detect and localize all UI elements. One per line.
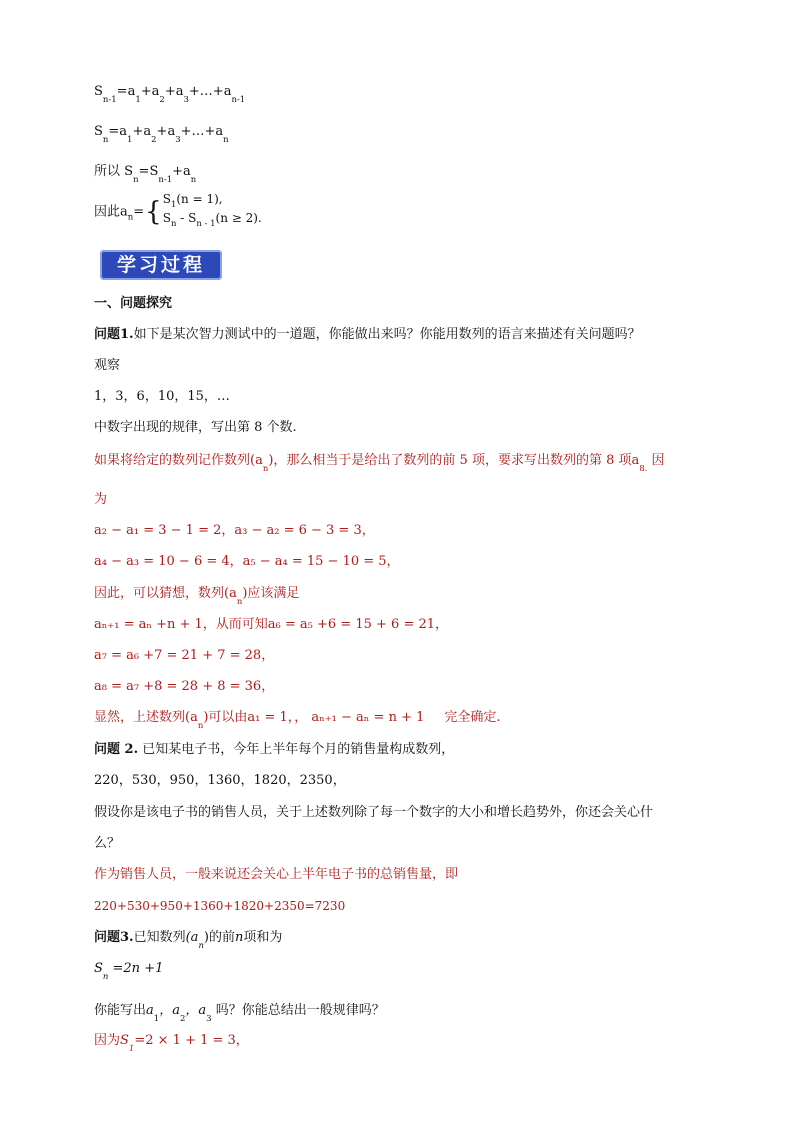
- cases-block: $S_1(n = 1)$, $S_n - S_{n - 1}(n \ge 2)$.: [162, 192, 262, 229]
- answer-1-paragraph: 如果将给定的数列记作数列$(a_n)$，那么相当于是给出了数列的前 5 项，要求写出数列的第 8 项$a_{8.}$ 因: [94, 453, 665, 474]
- problem-3-ask: 你能写出$a_1$，$a_2$，$a_3$ 吗？你能总结出一般规律吗？: [94, 1003, 385, 1024]
- answer-1-eq2: a₄ − a₃ = 10 − 6 = 4，a₅ − a₄ = 15 − 10 = 5，: [94, 554, 400, 569]
- answer-1-conclusion: 显然，上述数列$(a_n)$可以由a₁ = 1，， aₙ₊₁ − aₙ = n + 1 完全确定.: [94, 710, 501, 731]
- problem-1-observe: 观察: [94, 358, 121, 373]
- problem-2-line3: 么？: [94, 836, 121, 851]
- problem-2-question: 问题 2. 已知某电子书，今年上半年每个月的销售量构成数列，: [94, 742, 455, 757]
- answer-3-line: 因为$S_1=2 \times 1 + 1 = 3$，: [94, 1033, 249, 1054]
- section-title: 一、问题探究: [94, 296, 173, 311]
- answer-2-line1: 作为销售人员，一般来说还会关心上半年电子书的总销售量，即: [94, 867, 459, 882]
- problem-2-line2: 假设你是该电子书的销售人员，关于上述数列除了每一个数字的大小和增长趋势外，你还会关心什: [94, 805, 654, 820]
- answer-1-eq1: a₂ − a₁ = 3 − 1 = 2，a₃ − a₂ = 6 − 3 = 3，: [94, 523, 375, 538]
- problem-1-question: 问题1.如下是某次智力测试中的一道题，你能做出来吗？你能用数列的语言来描述有关问题吗？: [94, 327, 641, 342]
- answer-2-sum: 220+530+950+1360+1820+2350=7230: [94, 899, 346, 913]
- problem-1-sequence: 1，3，6，10，15，…: [94, 389, 230, 404]
- answer-1-because: 为: [94, 492, 108, 507]
- formula-therefore: 因此$a_n=\{S_1(n = 1)$, $S_n - S_{n - 1}(n \ge 2)$.: [94, 192, 262, 229]
- answer-1-eq3: aₙ₊₁ = aₙ +n + 1，从而可知a₆ = a₅ +6 = 15 + 6 = 21，: [94, 617, 449, 632]
- formula-so: 所以 $S_n=S_{n-1}+a_n$: [94, 164, 197, 185]
- cases-brace: {: [145, 197, 162, 227]
- answer-1-eq5: a₈ = a₇ +8 = 28 + 8 = 36，: [94, 679, 275, 694]
- formula-s-n-minus-1: $S_{n-1}=a_1+a_2+a_3+\dots+a_{n-1}$: [94, 84, 246, 105]
- answer-1-eq4: a₇ = a₆ +7 = 21 + 7 = 28，: [94, 648, 275, 663]
- section-banner: 学习过程: [100, 250, 222, 280]
- problem-3-question: 问题3.已知数列$(a_n)$的前n项和为: [94, 930, 283, 951]
- answer-1-guess: 因此，可以猜想，数列$(a_n)$应该满足: [94, 586, 300, 607]
- formula-s-n: $S_n=a_1+a_2+a_3+\dots+a_n$: [94, 124, 229, 145]
- problem-3-formula: $S_n =2n +1$: [94, 961, 164, 982]
- problem-1-instruction: 中数字出现的规律，写出第 8 个数.: [94, 420, 297, 435]
- problem-2-data: 220，530，950，1360，1820，2350，: [94, 773, 346, 788]
